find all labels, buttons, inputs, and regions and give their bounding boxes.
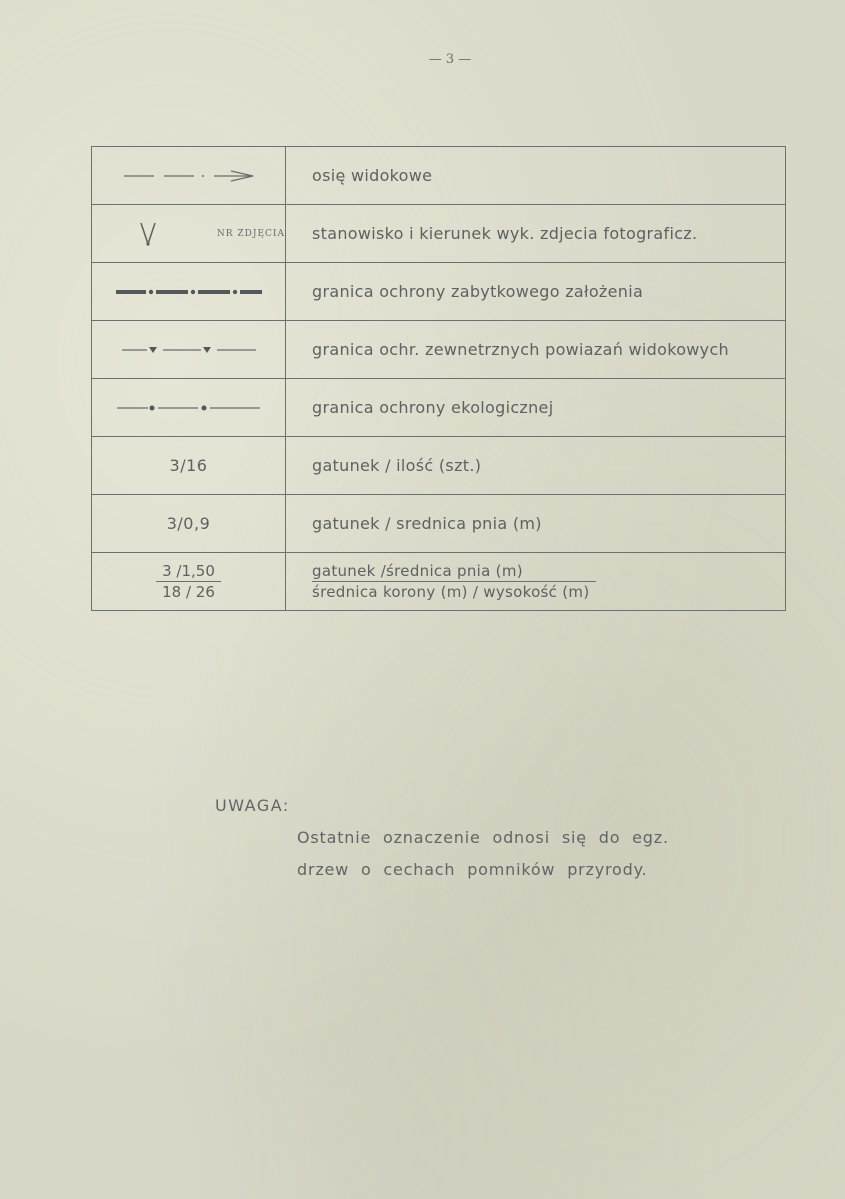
fraction-bottom: 18 / 26 (162, 583, 215, 601)
legend-description: stanowisko i kierunek wyk. zdjecia fotograficz. (286, 205, 786, 263)
symbol-monument-boundary (92, 263, 286, 321)
legend-description: gatunek / ilość (szt.) (286, 437, 786, 495)
symbol-view-axis (92, 147, 286, 205)
note-line-1: Ostatnie oznaczenie odnosi się do egz. (297, 828, 669, 847)
symbol-ecological-boundary (92, 379, 286, 437)
legend-description-fraction (286, 553, 786, 611)
species-trunk-code: 3/0,9 (166, 514, 211, 533)
legend-description: granica ochrony ekologicznej (286, 379, 786, 437)
dot-line-icon (114, 402, 264, 414)
photo-number-label: NR ZDJĘCIA (216, 228, 285, 239)
dashed-arrow-icon (119, 169, 259, 183)
page-number: — 3 — (428, 52, 472, 67)
legend-row-photo-point (92, 205, 786, 263)
legend-description: gatunek / srednica pnia (m) (286, 495, 786, 553)
legend-row-monument-tree (92, 553, 786, 611)
legend-row-species-count (92, 437, 786, 495)
legend-row-monument-boundary (92, 263, 786, 321)
description-bottom: średnica korony (m) / wysokość (m) (312, 583, 590, 601)
legend-table (91, 146, 786, 611)
species-count-code: 3/16 (169, 456, 208, 475)
note-title: UWAGA: (215, 796, 290, 815)
note-line-2: drzew o cechach pomników przyrody. (297, 860, 648, 879)
fraction-top: 3 /1,50 (156, 562, 221, 582)
triangle-line-icon (119, 344, 259, 356)
thick-dash-dot-line-icon (114, 287, 264, 297)
symbol-view-relations-boundary (92, 321, 286, 379)
legend-description: osię widokowe (286, 147, 786, 205)
description-top: gatunek /średnica pnia (m) (312, 562, 596, 582)
symbol-species-trunk (92, 495, 286, 553)
legend-description: granica ochrony zabytkowego założenia (286, 263, 786, 321)
legend-row-ecological-boundary (92, 379, 786, 437)
legend-row-species-trunk (92, 495, 786, 553)
photo-direction-icon (139, 221, 157, 247)
legend-row-view-relations-boundary (92, 321, 786, 379)
symbol-species-count (92, 437, 286, 495)
symbol-monument-tree (92, 553, 286, 611)
legend-description: granica ochr. zewnetrznych powiazań widokowych (286, 321, 786, 379)
legend-row-view-axis (92, 147, 786, 205)
monument-tree-fraction (156, 562, 221, 601)
symbol-photo-point (92, 205, 286, 263)
